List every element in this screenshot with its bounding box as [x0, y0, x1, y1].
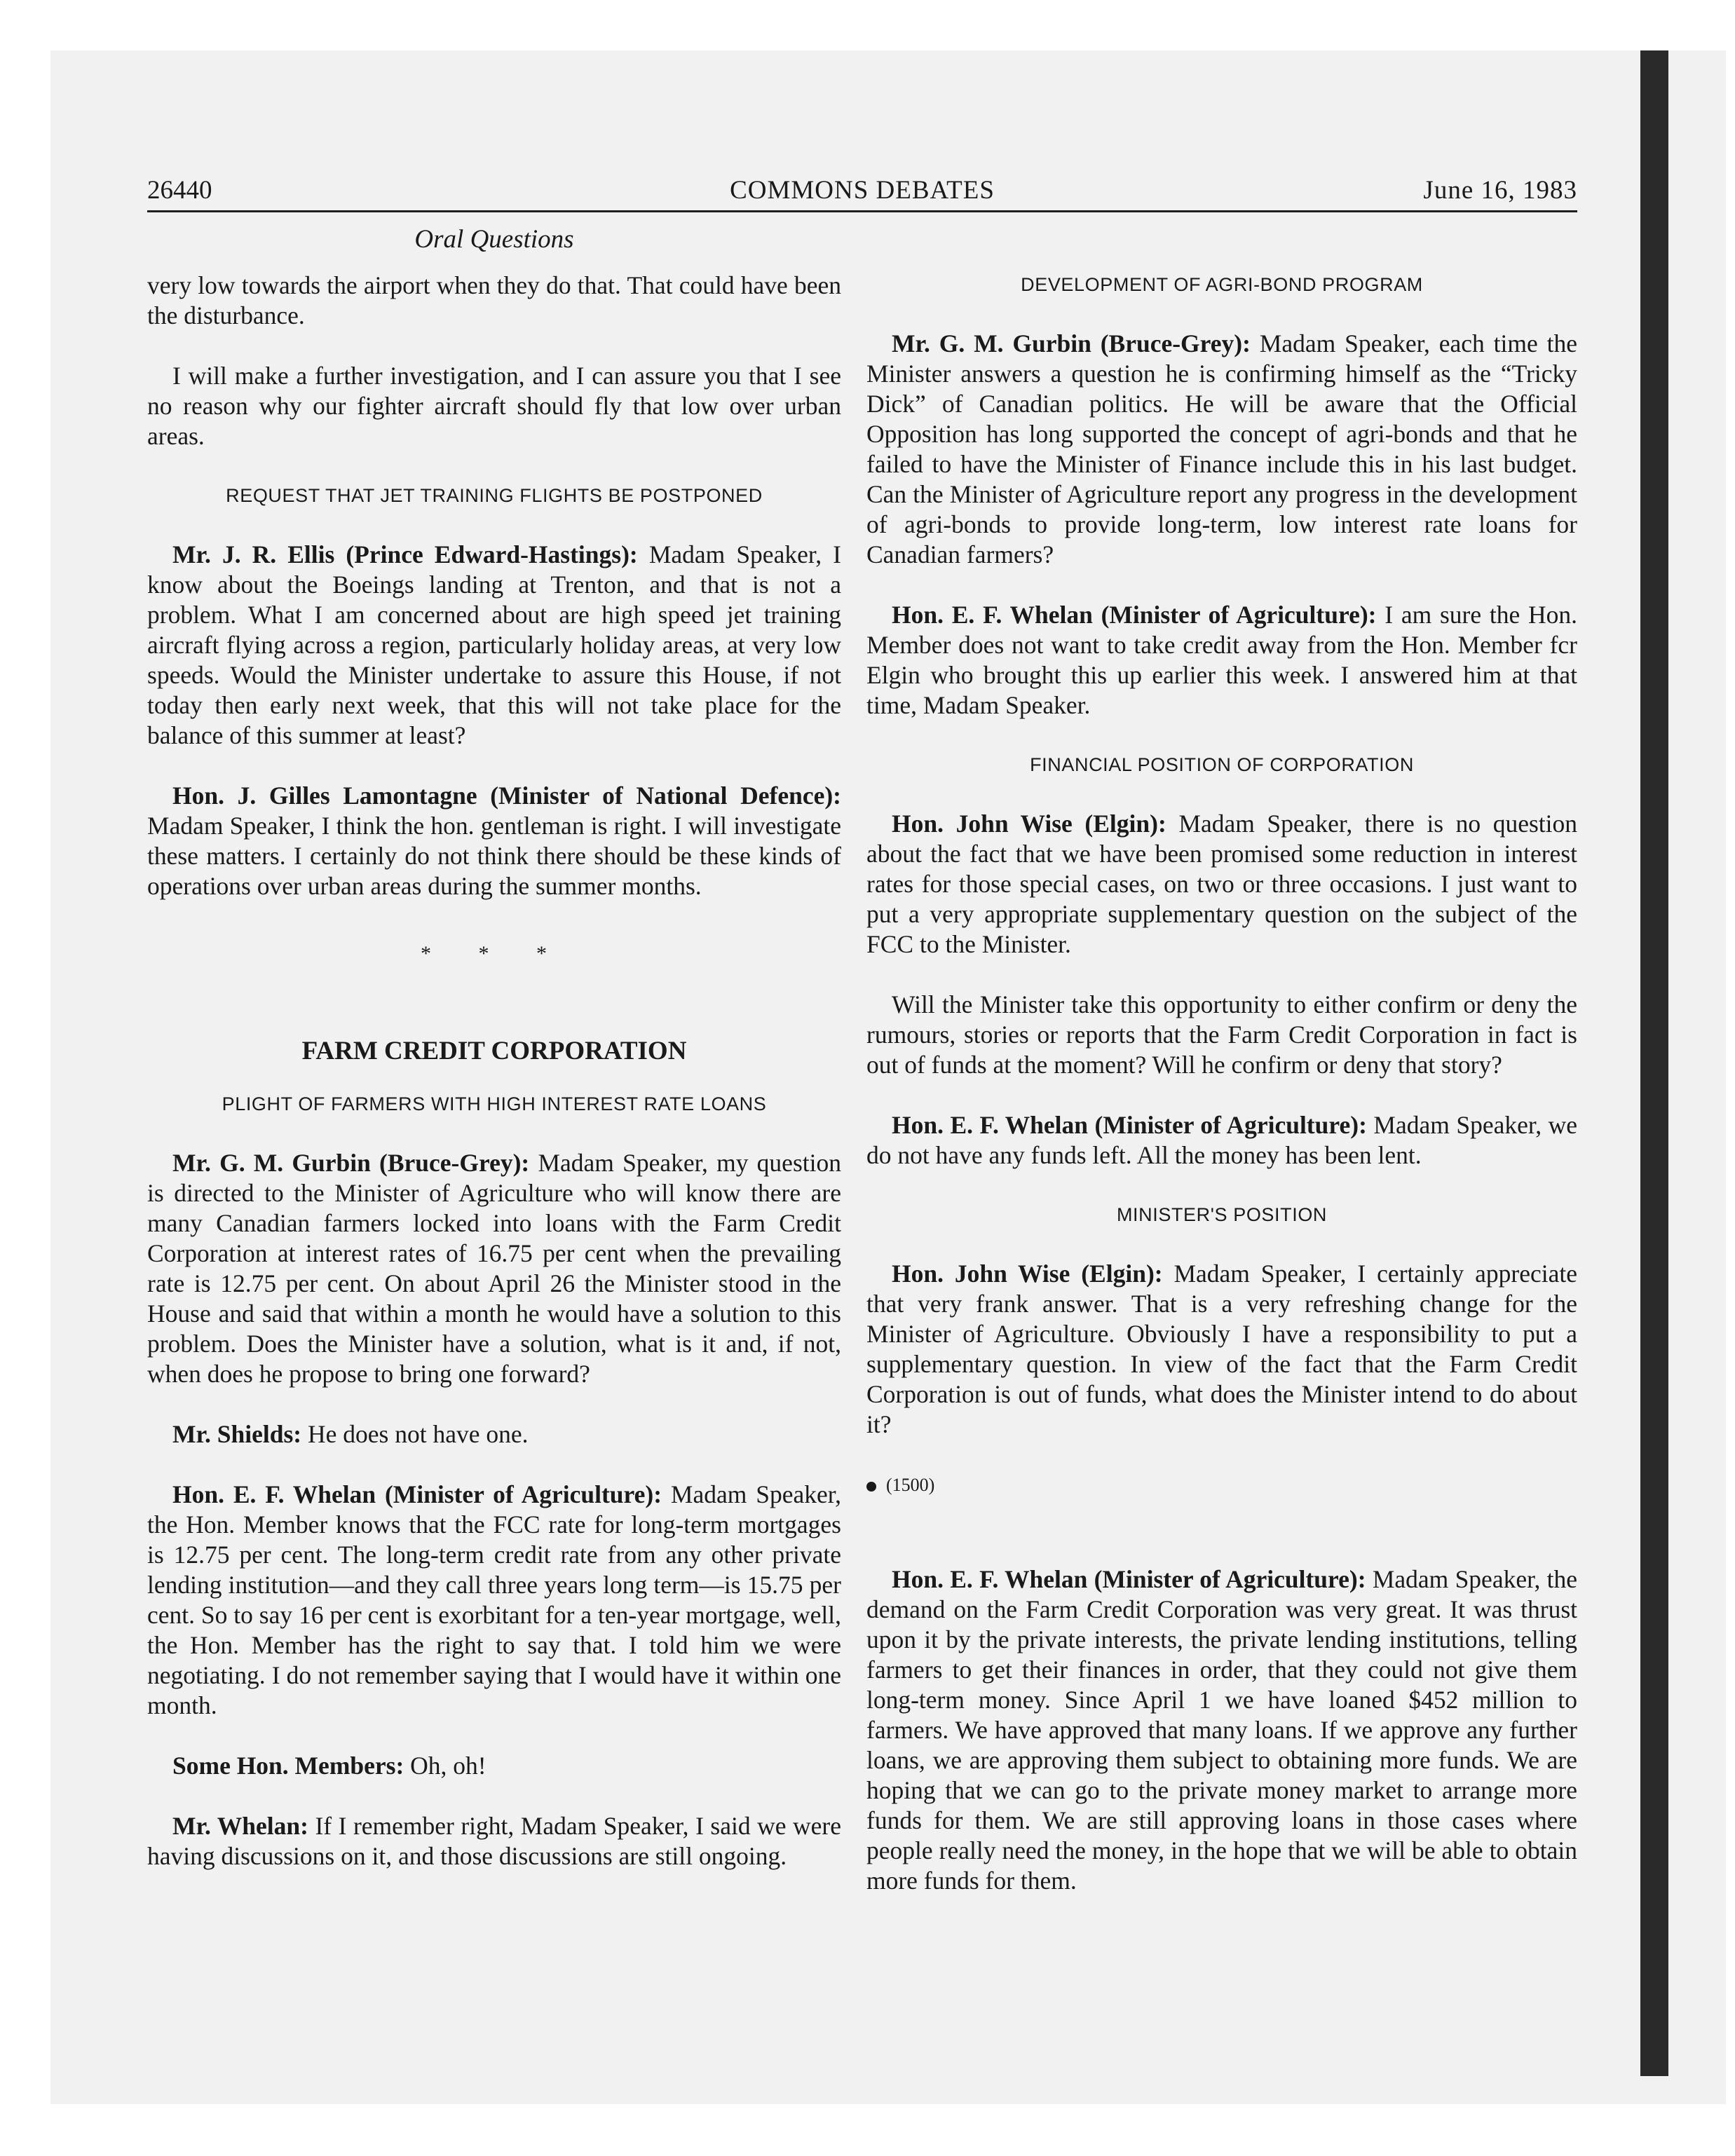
paragraph — [866, 1110, 1577, 1171]
speech-text: If I remember right, Madam Speaker, I said we were having discussions on it, and those discussions are still ongoing. — [147, 1812, 841, 1870]
paragraph — [147, 781, 841, 901]
speaker-name: Hon. E. F. Whelan (Minister of Agriculture): — [172, 1480, 662, 1508]
paragraph — [866, 1564, 1577, 1896]
paragraph: Will the Minister take this opportunity to either confirm or deny the rumours, stories or reports that the Farm Credit Corporation in fact is out of funds at the moment? Will he confirm or deny that story? — [866, 990, 1577, 1079]
section-divider: * * * — [421, 942, 568, 965]
bullet-icon — [866, 1482, 876, 1492]
page-header — [147, 175, 1577, 212]
speaker-name: Hon. J. Gilles Lamontagne (Minister of National Defence): — [172, 782, 841, 810]
speaker-name: Mr. Whelan: — [172, 1812, 308, 1840]
speech-text: I am sure the Hon. Member does not want to take credit away from the Hon. Member fcr Elgin who brought this up earlier this week. I answered him at that time, Madam Speaker. — [866, 601, 1578, 719]
paragraph — [866, 809, 1577, 960]
scan-edge — [1640, 50, 1668, 2076]
speaker-name: Hon. John Wise (Elgin): — [892, 1260, 1163, 1288]
sub-heading: PLIGHT OF FARMERS WITH HIGH INTEREST RATE LOANS — [222, 1093, 767, 1114]
speaker-name: Mr. J. R. Ellis (Prince Edward-Hastings): — [172, 540, 638, 568]
paragraph — [866, 600, 1577, 721]
speech-text: Madam Speaker, the Hon. Member knows that the FCC rate for long-term mortgages is 12.75 per cent. The long-term credit rate from any other private lending institution—and they call three years long term—is 15.75 per cent. So to say 16 per cent is exorbitant for a ten-year mortgage, well, the Hon. Member has the right to say that. I told him we were negotiating. I do not remember saying that I would have it within one month. — [147, 1480, 842, 1719]
speech-text: Madam Speaker, there is no question about the fact that we have been promised some reduction in interest rates for those special cases, on two or three occasions. I just want to put a very appropriate supplementary question on the subject of the FCC to the Minister. — [866, 810, 1578, 958]
publication-title: COMMONS DEBATES — [730, 176, 995, 205]
left-column — [147, 271, 841, 1902]
speech-text: Madam Speaker, I know about the Boeings landing at Trenton, and that is not a problem. What I am concerned about are high speed jet training aircraft flying across a region, particularly holiday areas, at very low speeds. Would the Minister undertake to assure this House, if not today then early next week, that this will not take place for the balance of this summer at least? — [147, 540, 841, 749]
speech-text: He does not have one. — [301, 1420, 529, 1448]
paragraph — [147, 1148, 841, 1389]
speech-text: Madam Speaker, each time the Minister answers a question he is confirming himself as the “Tricky Dick” of Canadian politics. He will be aware that the Official Opposition has long supported the concept of agri-bonds and that he failed to have the Minister of Finance include this in his last budget. Can the Minister of Agriculture report any progress in the development of agri-bonds to provide long-term, low interest rate loans for Canadian farmers? — [866, 329, 1577, 568]
speech-text: Madam Speaker, my question is directed to the Minister of Agriculture who will know there are many Canadian farmers locked into loans with the Farm Credit Corporation at interest rates of 16.75 per cent when the prevailing rate is 12.75 per cent. On about April 26 the Minister stood in the House and said that within a month he would have a solution to this problem. Does the Minister have a solution, what is it and, if not, when does he propose to bring one forward? — [147, 1149, 841, 1388]
speaker-name: Hon. E. F. Whelan (Minister of Agriculture): — [892, 1111, 1367, 1139]
paragraph — [866, 329, 1577, 570]
paragraph — [147, 540, 841, 751]
sub-heading: MINISTER'S POSITION — [1116, 1204, 1328, 1225]
speaker-name: Some Hon. Members: — [172, 1752, 404, 1780]
paragraph: very low towards the airport when they do that. That could have been the disturbance. — [147, 271, 841, 329]
paragraph — [147, 1811, 841, 1871]
paragraph — [147, 1751, 841, 1781]
section-heading: FARM CREDIT CORPORATION — [301, 1037, 687, 1065]
time-marker-text: (1500) — [886, 1475, 935, 1495]
speech-text: Oh, oh! — [404, 1752, 487, 1780]
speech-text: Madam Speaker, I think the hon. gentleman is right. I will investigate these matters. I certainly do not think there should be these kinds of operations over urban areas during the summer months. — [147, 812, 841, 900]
speech-text: Madam Speaker, I certainly appreciate that very frank answer. That is a very refreshing change for the Minister of Agriculture. Obviously I have a responsibility to put a supplementary question. In view of the fact that the Farm Credit Corporation is out of funds, what does the Minister intend to do about it? — [866, 1260, 1577, 1438]
speaker-name: Hon. John Wise (Elgin): — [892, 810, 1166, 838]
sub-heading: REQUEST THAT JET TRAINING FLIGHTS BE POSTPONED — [226, 485, 763, 506]
time-marker — [866, 1470, 1577, 1500]
sub-heading: DEVELOPMENT OF AGRI-BOND PROGRAM — [1021, 274, 1423, 295]
sub-heading: FINANCIAL POSITION OF CORPORATION — [1030, 754, 1414, 775]
speaker-name: Mr. G. M. Gurbin (Bruce-Grey): — [172, 1149, 530, 1177]
page-number: 26440 — [147, 176, 212, 205]
paragraph — [147, 1419, 841, 1449]
paragraph — [147, 1480, 841, 1721]
speaker-name: Mr. Shields: — [172, 1420, 302, 1448]
section-label: Oral Questions — [414, 225, 574, 254]
speaker-name: Mr. G. M. Gurbin (Bruce-Grey): — [892, 329, 1251, 357]
speech-text: Madam Speaker, we do not have any funds left. All the money has been lent. — [866, 1111, 1577, 1169]
right-column — [866, 271, 1577, 1926]
speaker-name: Hon. E. F. Whelan (Minister of Agriculture): — [892, 601, 1377, 629]
paragraph: I will make a further investigation, and I can assure you that I see no reason why our fighter aircraft should fly that low over urban areas. — [147, 362, 841, 450]
speaker-name: Hon. E. F. Whelan (Minister of Agriculture): — [892, 1565, 1366, 1593]
speech-text: Madam Speaker, the demand on the Farm Credit Corporation was very great. It was thrust upon it by the private interests, the private lending institutions, telling farmers to get their finances in order, that they could not give them long-term money. Since April 1 we have loaned $452 million to farmers. We have approved that many loans. If we approve any further loans, we are approving them subject to obtaining more funds. We are hoping that we can go to the private money market to arrange more funds for them. We are still approving loans in those cases where people really need the money, in the hope that we will be able to obtain more funds for them. — [866, 1565, 1578, 1895]
page-date: June 16, 1983 — [1423, 176, 1577, 205]
paragraph — [866, 1259, 1577, 1440]
